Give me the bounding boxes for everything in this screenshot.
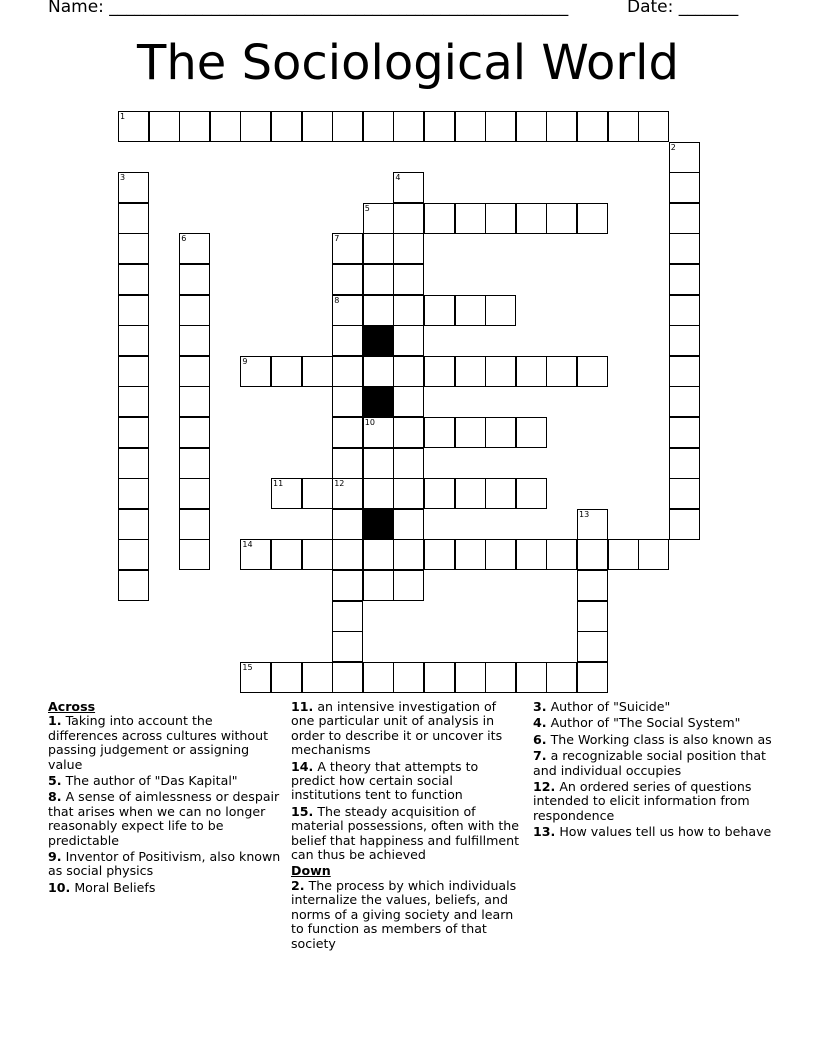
clue-across-1: 1. Taking into account the differences across cultures without passing judgement or assigning value [48,713,269,772]
cell-number: 10 [364,418,375,427]
grid-cell[interactable] [393,233,424,264]
clues-column-3 [533,700,773,842]
grid-cell[interactable] [577,539,608,570]
grid-cell[interactable] [393,417,424,448]
clue-down-6: 6. The Working class is also known as [533,731,772,747]
grid-cell[interactable] [669,417,700,448]
grid-cell[interactable] [332,601,363,632]
grid-cell[interactable] [516,539,547,570]
grid-cell[interactable] [332,356,363,387]
grid-cell[interactable] [332,295,363,326]
grid-cell[interactable] [455,662,486,693]
grid-cell[interactable] [179,111,210,142]
grid-cell[interactable] [424,295,455,326]
grid-cell[interactable] [302,111,333,142]
grid-cell[interactable] [179,264,210,295]
grid-cell[interactable] [393,509,424,540]
grid-cell[interactable] [638,539,669,570]
grid-cell[interactable] [363,570,394,601]
grid-cell[interactable] [393,172,424,203]
grid-cell[interactable] [363,264,394,295]
grid-cell[interactable] [393,448,424,479]
grid-cell[interactable] [271,662,302,693]
grid-cell[interactable] [149,111,180,142]
cell-number: 15 [242,662,253,672]
clues-column-1 [48,700,283,897]
grid-cell[interactable] [669,142,700,173]
grid-cell[interactable] [424,356,455,387]
grid-cell[interactable] [577,111,608,142]
cell-number: 7 [334,234,340,244]
grid-cell[interactable] [669,172,700,203]
grid-cell[interactable] [485,539,516,570]
grid-cell[interactable] [332,325,363,356]
grid-cell[interactable] [669,386,700,417]
grid-cell[interactable] [363,111,394,142]
grid-cell[interactable] [363,233,394,264]
grid-cell[interactable] [393,111,424,142]
across-heading: Across [48,699,96,714]
grid-cell[interactable] [302,662,333,693]
cell-number: 8 [334,295,340,305]
cell-number: 2 [670,142,676,152]
grid-cell[interactable] [393,570,424,601]
grid-cell[interactable] [393,356,424,387]
clue-across-5: 5. The author of "Das Kapital" [48,773,238,789]
grid-cell[interactable] [332,478,363,509]
grid-cell[interactable] [485,295,516,326]
clue-down-12: 12. An ordered series of questions intended to elicit information from respondence [533,779,752,823]
grid-cell[interactable] [118,203,149,234]
clue-across-10: 10. Moral Beliefs [48,879,156,895]
grid-cell[interactable] [240,662,271,693]
grid-cell[interactable] [179,295,210,326]
grid-cell[interactable] [546,662,577,693]
grid-cell[interactable] [669,509,700,540]
page-title: The Sociological World [137,35,679,91]
grid-cell[interactable] [363,539,394,570]
grid-cell[interactable] [669,233,700,264]
grid-cell[interactable] [118,325,149,356]
cell-number: 12 [334,479,345,489]
grid-cell[interactable] [546,203,577,234]
grid-cell[interactable] [455,478,486,509]
grid-cell[interactable] [546,539,577,570]
cell-number: 13 [579,509,590,519]
blocked-cell [363,386,394,417]
grid-cell[interactable] [271,478,302,509]
grid-cell[interactable] [393,662,424,693]
grid-cell[interactable] [332,386,363,417]
grid-cell[interactable] [393,478,424,509]
clue-down-7: 7. a recognizable social position that and individual occupies [533,748,766,778]
grid-cell[interactable] [179,417,210,448]
grid-cell[interactable] [179,478,210,509]
grid-cell[interactable] [332,111,363,142]
grid-cell[interactable] [332,662,363,693]
clue-across-14: 14. A theory that attempts to predict how certain social institutions tent to function [291,758,479,803]
grid-cell[interactable] [118,356,149,387]
grid-cell[interactable] [577,631,608,662]
grid-cell[interactable] [669,325,700,356]
grid-cell[interactable] [455,417,486,448]
grid-cell[interactable] [118,264,149,295]
grid-cell[interactable] [516,203,547,234]
cell-number: 4 [395,173,401,183]
cell-number: 14 [242,540,253,550]
down-heading: Down [291,863,331,879]
grid-cell[interactable] [271,356,302,387]
grid-cell[interactable] [577,662,608,693]
grid-cell[interactable] [118,172,149,203]
grid-cell[interactable] [302,539,333,570]
grid-cell[interactable] [485,478,516,509]
grid-cell[interactable] [332,539,363,570]
clue-down-13: 13. How values tell us how to behave [533,824,772,840]
grid-cell[interactable] [577,203,608,234]
grid-cell[interactable] [485,356,516,387]
clues-column-2 [291,700,523,953]
grid-cell[interactable] [179,233,210,264]
grid-cell[interactable] [669,264,700,295]
cell-number: 5 [364,203,370,213]
grid-cell[interactable] [577,601,608,632]
grid-cell[interactable] [485,662,516,693]
grid-cell[interactable] [118,417,149,448]
grid-cell[interactable] [393,539,424,570]
grid-cell[interactable] [363,203,394,234]
grid-cell[interactable] [516,417,547,448]
grid-cell[interactable] [424,662,455,693]
grid-cell[interactable] [485,111,516,142]
grid-cell[interactable] [118,478,149,509]
grid-cell[interactable] [179,386,210,417]
grid-cell[interactable] [455,295,486,326]
grid-cell[interactable] [363,356,394,387]
grid-cell[interactable] [179,509,210,540]
grid-cell[interactable] [669,478,700,509]
grid-cell[interactable] [302,478,333,509]
grid-cell[interactable] [669,295,700,326]
grid-cell[interactable] [118,233,149,264]
grid-cell[interactable] [271,111,302,142]
grid-cell[interactable] [424,417,455,448]
clue-across-8: 8. A sense of aimlessness or despair that arises when we can no longer reasonably expect life to be predictable [48,789,280,848]
grid-cell[interactable] [240,539,271,570]
grid-cell[interactable] [424,539,455,570]
grid-cell[interactable] [179,539,210,570]
grid-cell[interactable] [669,203,700,234]
grid-cell[interactable] [179,448,210,479]
grid-cell[interactable] [118,386,149,417]
grid-cell[interactable] [546,111,577,142]
grid-cell[interactable] [608,539,639,570]
blocked-cell [363,325,394,356]
grid-cell[interactable] [516,356,547,387]
grid-cell[interactable] [118,570,149,601]
clue-down-4: 4. Author of "The Social System" [533,715,741,731]
grid-cell[interactable] [455,539,486,570]
grid-cell[interactable] [179,325,210,356]
grid-cell[interactable] [363,478,394,509]
grid-cell[interactable] [638,111,669,142]
grid-cell[interactable] [393,295,424,326]
grid-cell[interactable] [424,111,455,142]
cell-number: 6 [181,234,187,244]
grid-cell[interactable] [240,356,271,387]
grid-cell[interactable] [393,264,424,295]
clue-across-15: 15. The steady acquisition of material possessions, often with the belief that happiness and fulfillment can thus be achieved [291,803,520,863]
grid-cell[interactable] [332,631,363,662]
grid-cell[interactable] [608,111,639,142]
cell-number: 11 [273,479,284,489]
grid-cell[interactable] [363,448,394,479]
grid-cell[interactable] [669,448,700,479]
grid-cell[interactable] [118,448,149,479]
grid-cell[interactable] [363,295,394,326]
grid-cell[interactable] [118,111,149,142]
grid-cell[interactable] [302,356,333,387]
grid-cell[interactable] [455,111,486,142]
grid-cell[interactable] [485,203,516,234]
clue-across-11: 11. an intensive investigation of one particular unit of analysis in order to describe it or uncover its mechanisms [291,699,503,758]
grid-cell[interactable] [332,417,363,448]
grid-cell[interactable] [424,478,455,509]
grid-cell[interactable] [393,325,424,356]
grid-cell[interactable] [455,356,486,387]
cell-number: 1 [120,112,126,121]
grid-cell[interactable] [363,417,394,448]
grid-cell[interactable] [577,570,608,601]
grid-cell[interactable] [332,448,363,479]
grid-cell[interactable] [332,233,363,264]
grid-cell[interactable] [118,295,149,326]
clue-across-9: 9. Inventor of Positivism, also known as social physics [48,849,281,879]
grid-cell[interactable] [577,509,608,540]
cell-number: 3 [120,173,126,183]
name-field-label: Name: ______________________________________________________ [48,0,569,17]
grid-cell[interactable] [332,570,363,601]
grid-cell[interactable] [393,386,424,417]
grid-cell[interactable] [332,509,363,540]
grid-cell[interactable] [516,111,547,142]
grid-cell[interactable] [118,539,149,570]
grid-cell[interactable] [393,203,424,234]
grid-cell[interactable] [516,662,547,693]
grid-cell[interactable] [669,356,700,387]
grid-cell[interactable] [577,356,608,387]
grid-cell[interactable] [118,509,149,540]
grid-cell[interactable] [424,203,455,234]
grid-cell[interactable] [210,111,241,142]
clue-down-3: 3. Author of "Suicide" [533,699,671,714]
grid-cell[interactable] [485,417,516,448]
grid-cell[interactable] [516,478,547,509]
grid-cell[interactable] [455,203,486,234]
grid-cell[interactable] [363,662,394,693]
grid-cell[interactable] [271,539,302,570]
grid-cell[interactable] [546,356,577,387]
date-field-label: Date: _______ [627,0,739,17]
blocked-cell [363,509,394,540]
grid-cell[interactable] [240,111,271,142]
cell-number: 9 [242,356,248,366]
grid-cell[interactable] [332,264,363,295]
grid-cell[interactable] [179,356,210,387]
clue-down-2: 2. The process by which individuals internalize the values, beliefs, and norms of a giving society and learn to function as members of that society [291,877,517,951]
